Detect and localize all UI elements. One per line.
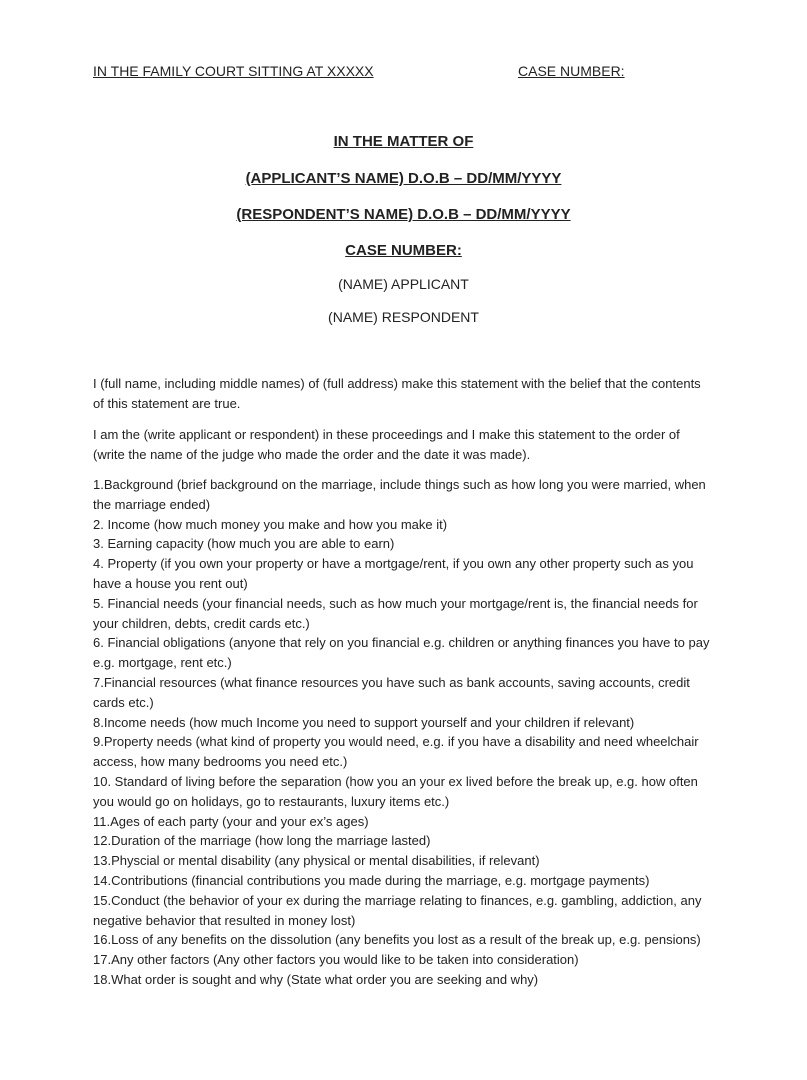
list-item: 10. Standard of living before the separation (how you an your ex lived before the break up, e.g. how often you would go on holidays, go to restaurants, luxury items etc.) xyxy=(93,773,698,809)
list-item: 12.Duration of the marriage (how long the marriage lasted) xyxy=(93,833,431,849)
statement-intro: I (full name, including middle names) of (full address) make this statement with the belief that the contents of this statement are true. xyxy=(93,376,701,411)
case-number-heading: CASE NUMBER: xyxy=(345,242,462,259)
list-item: 4. Property (if you own your property or have a mortgage/rent, if you own any other property such as you have a house you rent out) xyxy=(93,556,694,591)
court-heading: IN THE FAMILY COURT SITTING AT XXXXX xyxy=(93,63,374,79)
list-item: 5. Financial needs (your financial needs, such as how much your mortgage/rent is, the financial needs for your children, debts, credit cards etc.) xyxy=(93,595,698,631)
list-item: 16.Loss of any benefits on the dissolution (any benefits you lost as a result of the break up, e.g. pensions) xyxy=(93,932,701,948)
matter-title: IN THE MATTER OF xyxy=(333,133,474,150)
case-number-header: CASE NUMBER: xyxy=(518,63,625,79)
respondent-line: (NAME) RESPONDENT xyxy=(328,309,479,325)
list-item: 8.Income needs (how much Income you need to support yourself and your children if relevant) xyxy=(93,714,635,730)
list-item: 2. Income (how much money you make and how you make it) xyxy=(93,516,448,532)
list-item: 15.Conduct (the behavior of your ex during the marriage relating to finances, e.g. gambling, addiction, any negative behavior that resulted in money lost) xyxy=(93,892,702,928)
respondent-dob-line: (RESPONDENT’S NAME) D.O.B – DD/MM/YYYY xyxy=(236,206,571,223)
applicant-line: (NAME) APPLICANT xyxy=(338,276,469,292)
list-item: 3. Earning capacity (how much you are able to earn) xyxy=(93,536,395,552)
list-item: 13.Physcial or mental disability (any physical or mental disabilities, if relevant) xyxy=(93,853,540,869)
factors-list xyxy=(93,475,713,990)
applicant-dob-line: (APPLICANT’S NAME) D.O.B – DD/MM/YYYY xyxy=(245,170,562,187)
list-item: 11.Ages of each party (your and your ex’s ages) xyxy=(93,813,369,829)
list-item: 7.Financial resources (what finance resources you have such as bank accounts, saving accounts, credit cards etc.) xyxy=(93,674,690,710)
list-item: 18.What order is sought and why (State what order you are seeking and why) xyxy=(93,971,539,987)
list-item: 1.Background (brief background on the marriage, include things such as how long you were married, when the marriage ended) xyxy=(93,477,706,512)
list-item: 14.Contributions (financial contributions you made during the marriage, e.g. mortgage payments) xyxy=(93,872,650,888)
statement-proceedings: I am the (write applicant or respondent) in these proceedings and I make this statement to the order of (write the name of the judge who made the order and the date it was made). xyxy=(93,427,680,462)
list-item: 9.Property needs (what kind of property you would need, e.g. if you have a disability and need wheelchair access, how many bedrooms you need etc.) xyxy=(93,734,699,770)
list-item: 6. Financial obligations (anyone that rely on you financial e.g. children or anything finances you have to pay e.g. mortgage, rent etc.) xyxy=(93,635,710,671)
list-item: 17.Any other factors (Any other factors you would like to be taken into consideration) xyxy=(93,952,579,968)
